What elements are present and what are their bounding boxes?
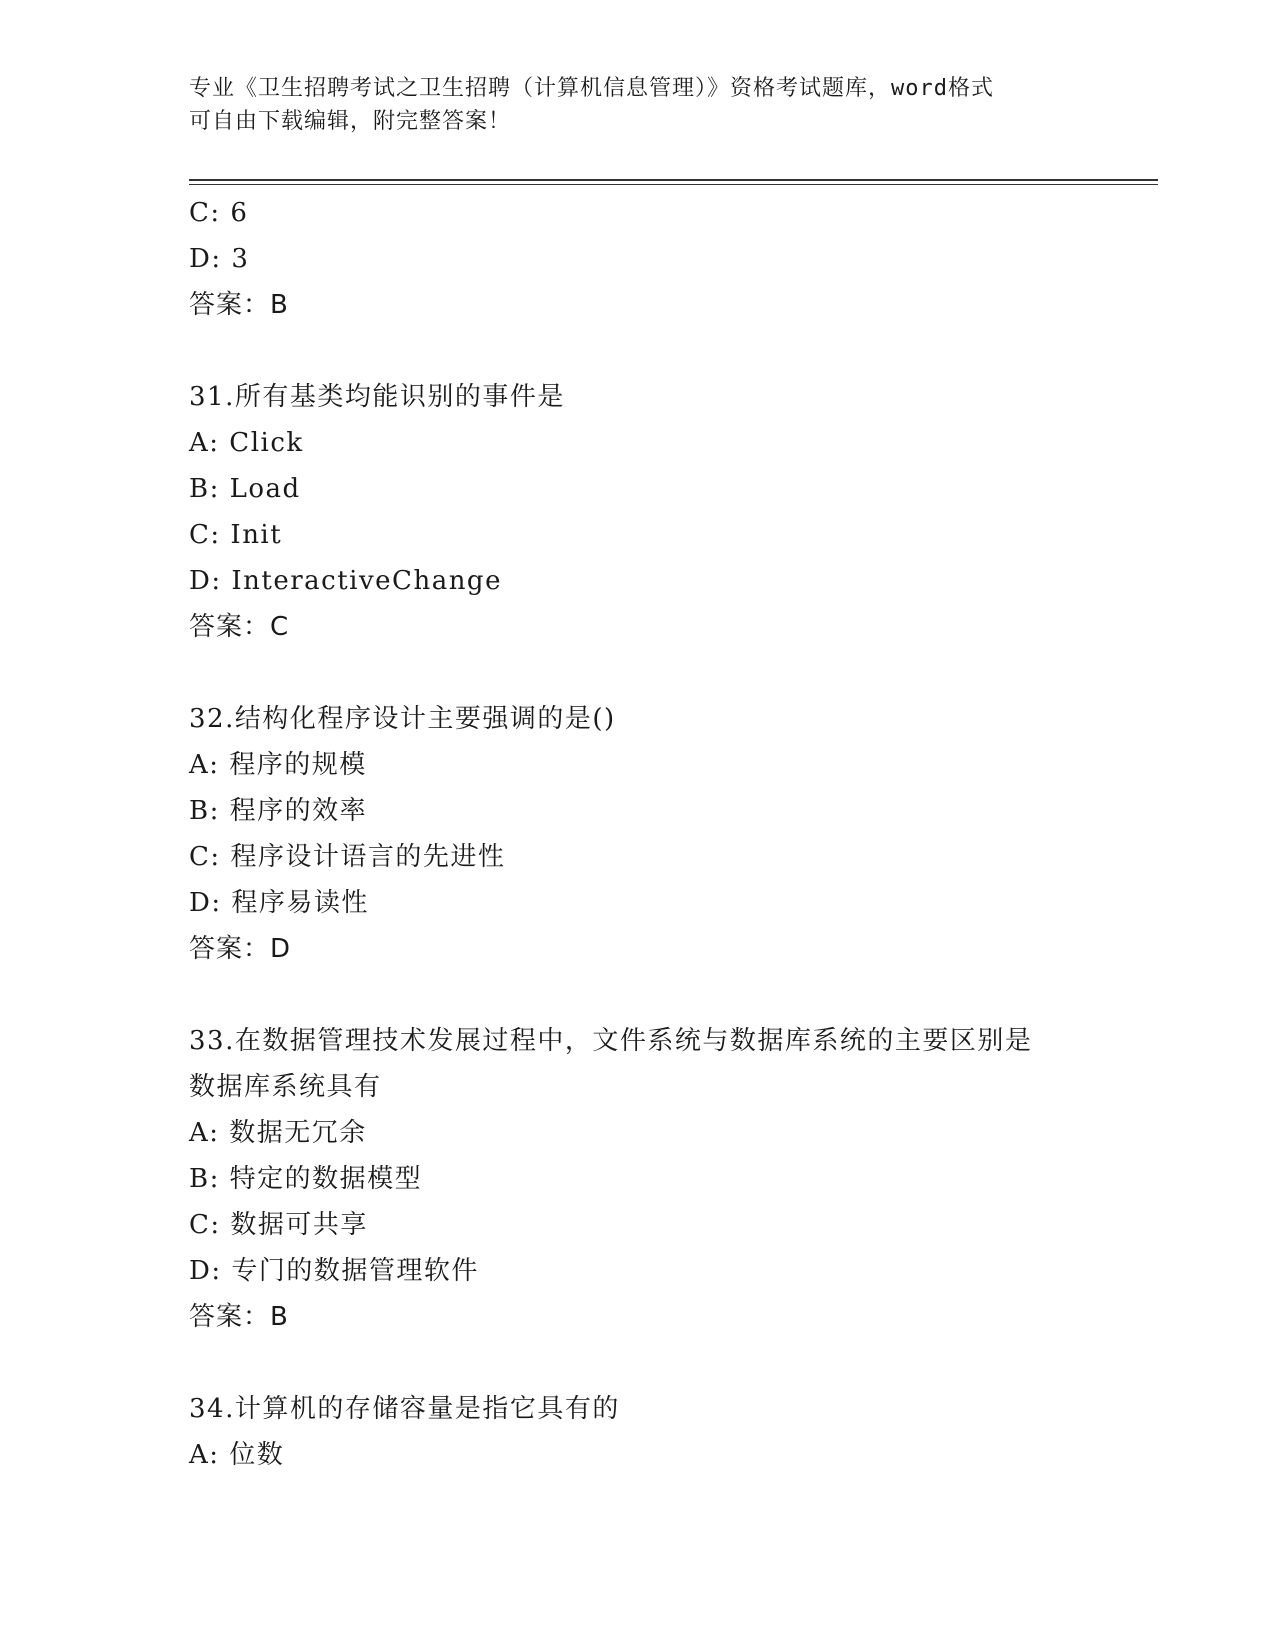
header-line-2: 可自由下载编辑，附完整答案！ <box>189 109 512 134</box>
option-a: A: 程序的规模 <box>189 750 367 780</box>
option-a: A: 数据无冗余 <box>189 1118 367 1148</box>
answer-label: 答案：B <box>189 1302 289 1332</box>
question-stem: 31.所有基类均能识别的事件是 <box>189 382 565 412</box>
option-b: B: 特定的数据模型 <box>189 1164 423 1194</box>
question-31 <box>189 374 1089 650</box>
header-divider-thick <box>189 179 1158 181</box>
answer-label: 答案：B <box>189 290 289 320</box>
question-33 <box>189 1018 1089 1340</box>
question-content <box>189 190 1089 1478</box>
option-c: C: 程序设计语言的先进性 <box>189 842 506 872</box>
question-stem: 34.计算机的存储容量是指它具有的 <box>189 1394 620 1424</box>
question-stem-line-2: 数据库系统具有 <box>189 1072 382 1102</box>
option-c: C: 数据可共享 <box>189 1210 368 1240</box>
option-d: D: 专门的数据管理软件 <box>189 1256 479 1286</box>
question-30-tail <box>189 190 1089 328</box>
answer-label: 答案：D <box>189 934 292 964</box>
header-line-1: 专业《卫生招聘考试之卫生招聘（计算机信息管理）》资格考试题库，word格式 <box>189 76 994 101</box>
question-32 <box>189 696 1089 972</box>
document-header <box>189 72 1089 138</box>
option-b: B: 程序的效率 <box>189 796 368 826</box>
question-stem-line-1: 33.在数据管理技术发展过程中，文件系统与数据库系统的主要区别是 <box>189 1026 1033 1056</box>
option-b: B: Load <box>189 474 301 504</box>
option-d: D: 程序易读性 <box>189 888 369 918</box>
header-divider-thin <box>189 184 1158 185</box>
option-c: C: 6 <box>189 198 249 228</box>
option-c: C: Init <box>189 520 283 550</box>
question-stem: 32.结构化程序设计主要强调的是() <box>189 704 616 734</box>
option-a: A: 位数 <box>189 1440 285 1470</box>
answer-label: 答案：C <box>189 612 290 642</box>
option-a: A: Click <box>189 428 304 458</box>
option-d: D: InteractiveChange <box>189 566 502 596</box>
question-34 <box>189 1386 1089 1478</box>
option-d: D: 3 <box>189 244 250 274</box>
